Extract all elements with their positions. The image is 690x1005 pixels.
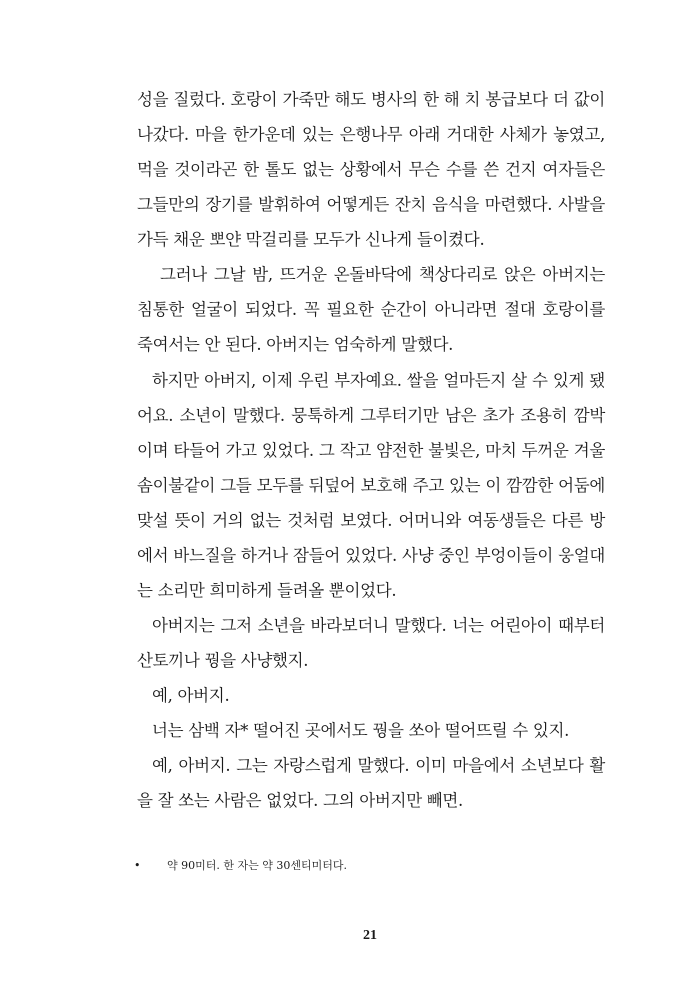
text-line: 는 소리만 희미하게 들려올 뿐이었다. [137, 581, 397, 600]
text-line: 그들만의 장기를 발휘하여 어떻게든 잔치 음식을 마련했다. 사발을 [137, 195, 605, 214]
text-line: 그러나 그날 밤, 뜨거운 온돌바닥에 책상다리로 앉은 아버지는 [160, 265, 605, 284]
text-line: 죽여서는 안 된다. 아버지는 엄숙하게 말했다. [137, 335, 454, 354]
text-line: 산토끼나 꿩을 사냥했지. [137, 651, 309, 670]
text-line: 에서 바느질을 하거나 잠들어 있었다. 사냥 중인 부엉이들이 웅얼대 [137, 546, 605, 565]
text-line: 예, 아버지. 그는 자랑스럽게 말했다. 이미 마을에서 소년보다 활 [152, 756, 605, 775]
text-line: 먹을 것이라곤 한 톨도 없는 상황에서 무슨 수를 쓴 건지 여자들은 [137, 160, 605, 179]
text-line: 나갔다. 마을 한가운데 있는 은행나무 아래 거대한 사체가 놓였고, [137, 125, 605, 144]
text-line: 아버지는 그저 소년을 바라보더니 말했다. 너는 어린아이 때부터 [152, 616, 605, 635]
text-line: 이며 타들어 가고 있었다. 그 작고 얌전한 불빛은, 마치 두꺼운 겨울 [137, 441, 605, 460]
text-line: 솜이불같이 그들 모두를 뒤덮어 보호해 주고 있는 이 깜깜한 어둠에 [137, 476, 605, 495]
text-line: 맞설 뜻이 거의 없는 것처럼 보였다. 어머니와 여동생들은 다른 방 [137, 511, 605, 530]
text-line: 을 잘 쏘는 사람은 없었다. 그의 아버지만 빼면. [137, 791, 464, 810]
text-line: 예, 아버지. [152, 686, 230, 705]
footnote-text: 약 90미터. 한 자는 약 30센티미터다. [167, 859, 347, 872]
footnote-bullet-icon: • [134, 859, 141, 872]
text-line: 가득 채운 뽀얀 막걸리를 모두가 신나게 들이켰다. [137, 230, 485, 249]
text-line: 하지만 아버지, 이제 우린 부자예요. 쌀을 얼마든지 살 수 있게 됐 [152, 371, 605, 390]
text-line: 성을 질렀다. 호랑이 가죽만 해도 병사의 한 해 치 봉급보다 더 값이 [137, 90, 605, 109]
text-line: 침통한 얼굴이 되었다. 꼭 필요한 순간이 아니라면 절대 호랑이를 [137, 300, 605, 319]
page-number: 21 [363, 928, 377, 943]
text-line: 어요. 소년이 말했다. 뭉툭하게 그루터기만 남은 초가 조용히 깜박 [137, 406, 605, 425]
text-line: 너는 삼백 자* 떨어진 곳에서도 꿩을 쏘아 떨어뜨릴 수 있지. [152, 721, 570, 740]
footnote [134, 856, 347, 876]
